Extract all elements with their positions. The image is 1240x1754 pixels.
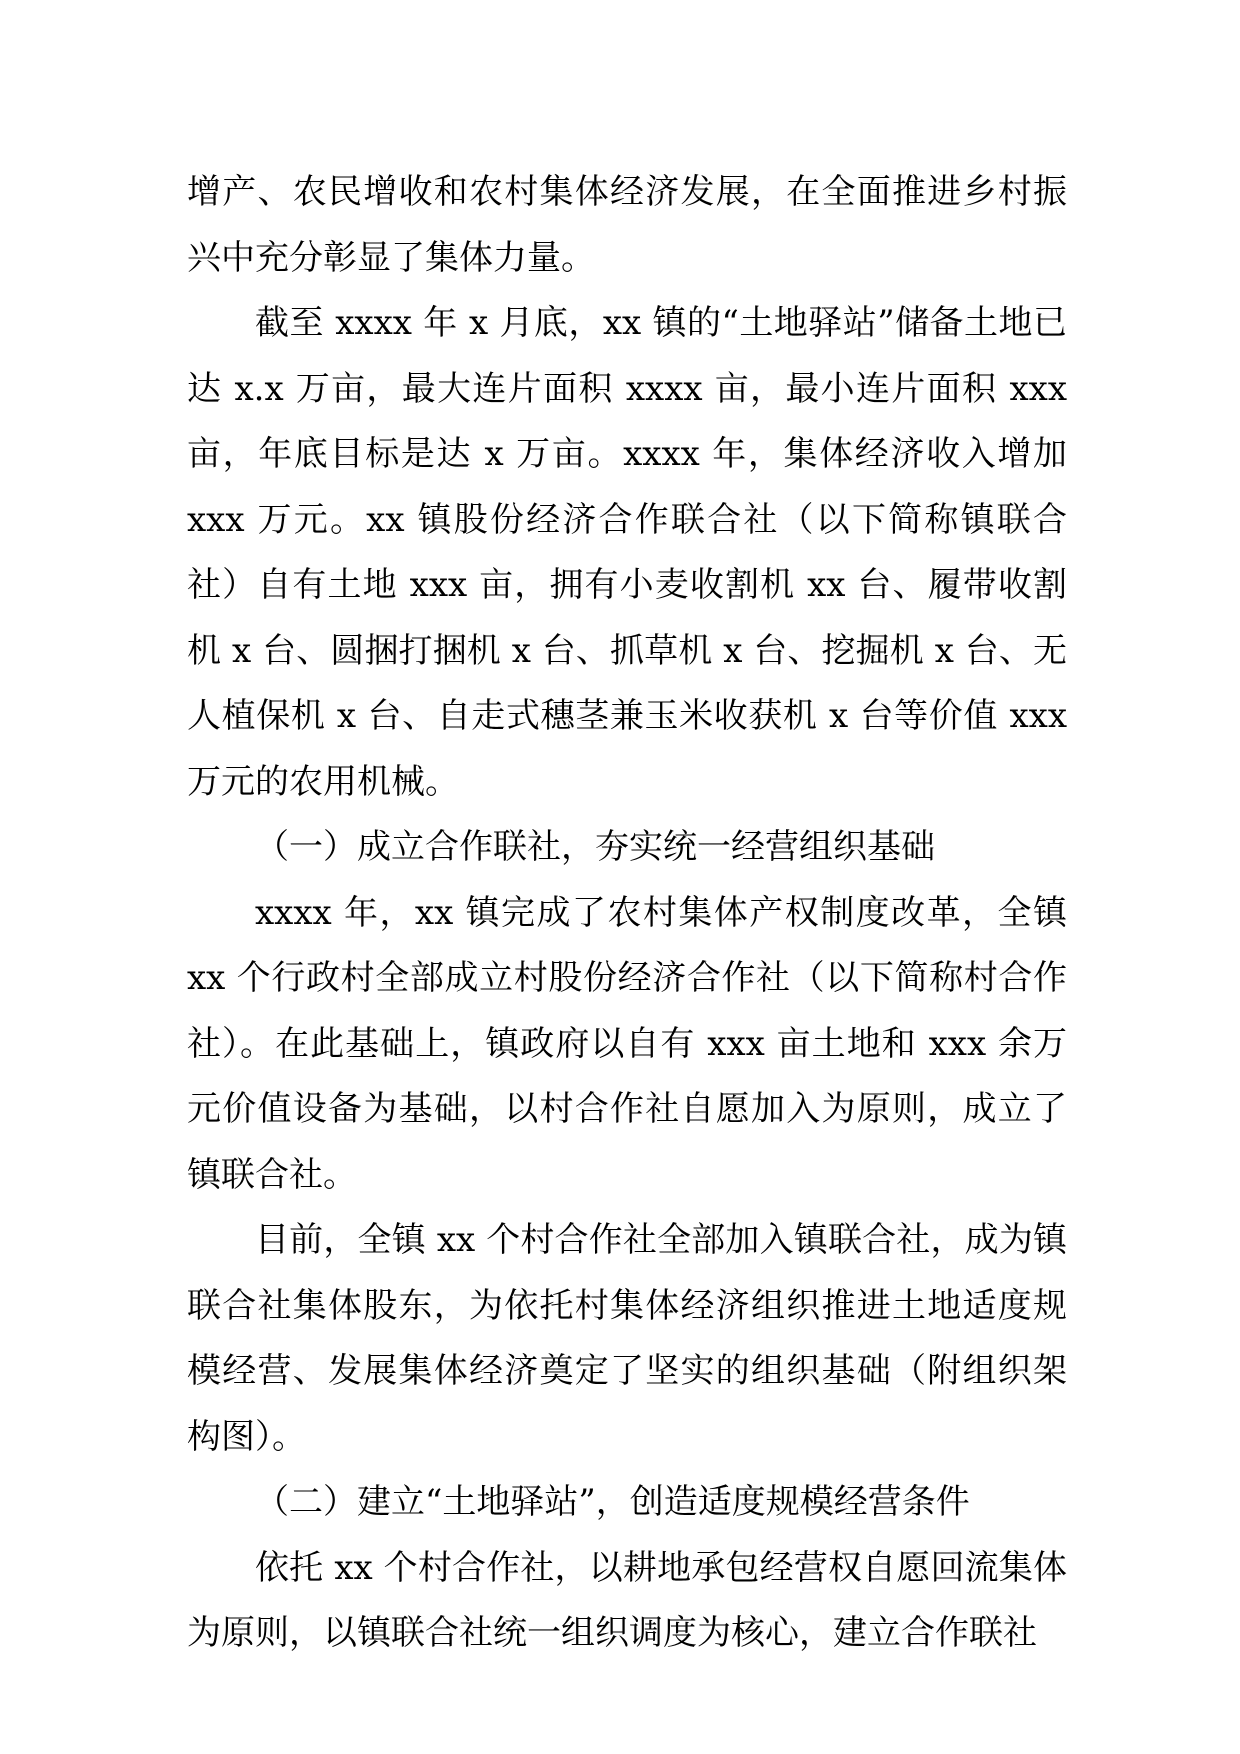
- document-page: [187, 160, 1067, 1667]
- paragraph-land-station-intro: 依托 xx 个村合作社，以耕地承包经营权自愿回流集体为原则，以镇联合社统一组织调度为核心，建立合作联社: [187, 1547, 1067, 1653]
- section-heading-2: （二）建立“土地驿站”，创造适度规模经营条件: [255, 1482, 970, 1522]
- section-heading-1: （一）成立合作联社，夯实统一经营组织基础: [255, 827, 935, 867]
- paragraph-land-station-stats: 截至 xxxx 年 x 月底，xx 镇的“土地驿站”储备土地已达 x.x 万亩，最大连片面积 xxxx 亩，最小连片面积 xxx 亩，年底目标是达 x 万亩。xxxx 年，集体经济收入增加 xxx 万元。xx 镇股份经济合作联合社（以下简称镇联合社）自有土地 xxx 亩，拥有小麦收割机 xx 台、履带收割机 x 台、圆捆打捆机 x 台、抓草机 x 台、挖掘机 x 台、无人植保机 x 台、自走式穗茎兼玉米收获机 x 台等价值 xxx 万元的农用机械。: [187, 303, 1067, 802]
- paragraph-continuation: 增产、农民增收和农村集体经济发展，在全面推进乡村振兴中充分彰显了集体力量。: [187, 172, 1067, 278]
- paragraph-shareholders: 目前，全镇 xx 个村合作社全部加入镇联合社，成为镇联合社集体股东，为依托村集体经济组织推进土地适度规模经营、发展集体经济奠定了坚实的组织基础（附组织架构图）。: [187, 1220, 1067, 1457]
- paragraph-property-reform: xxxx 年，xx 镇完成了农村集体产权制度改革，全镇 xx 个行政村全部成立村股份经济合作社（以下简称村合作社）。在此基础上，镇政府以自有 xxx 亩土地和 xxx 余万元价值设备为基础，以村合作社自愿加入为原则，成立了镇联合社。: [187, 892, 1067, 1195]
